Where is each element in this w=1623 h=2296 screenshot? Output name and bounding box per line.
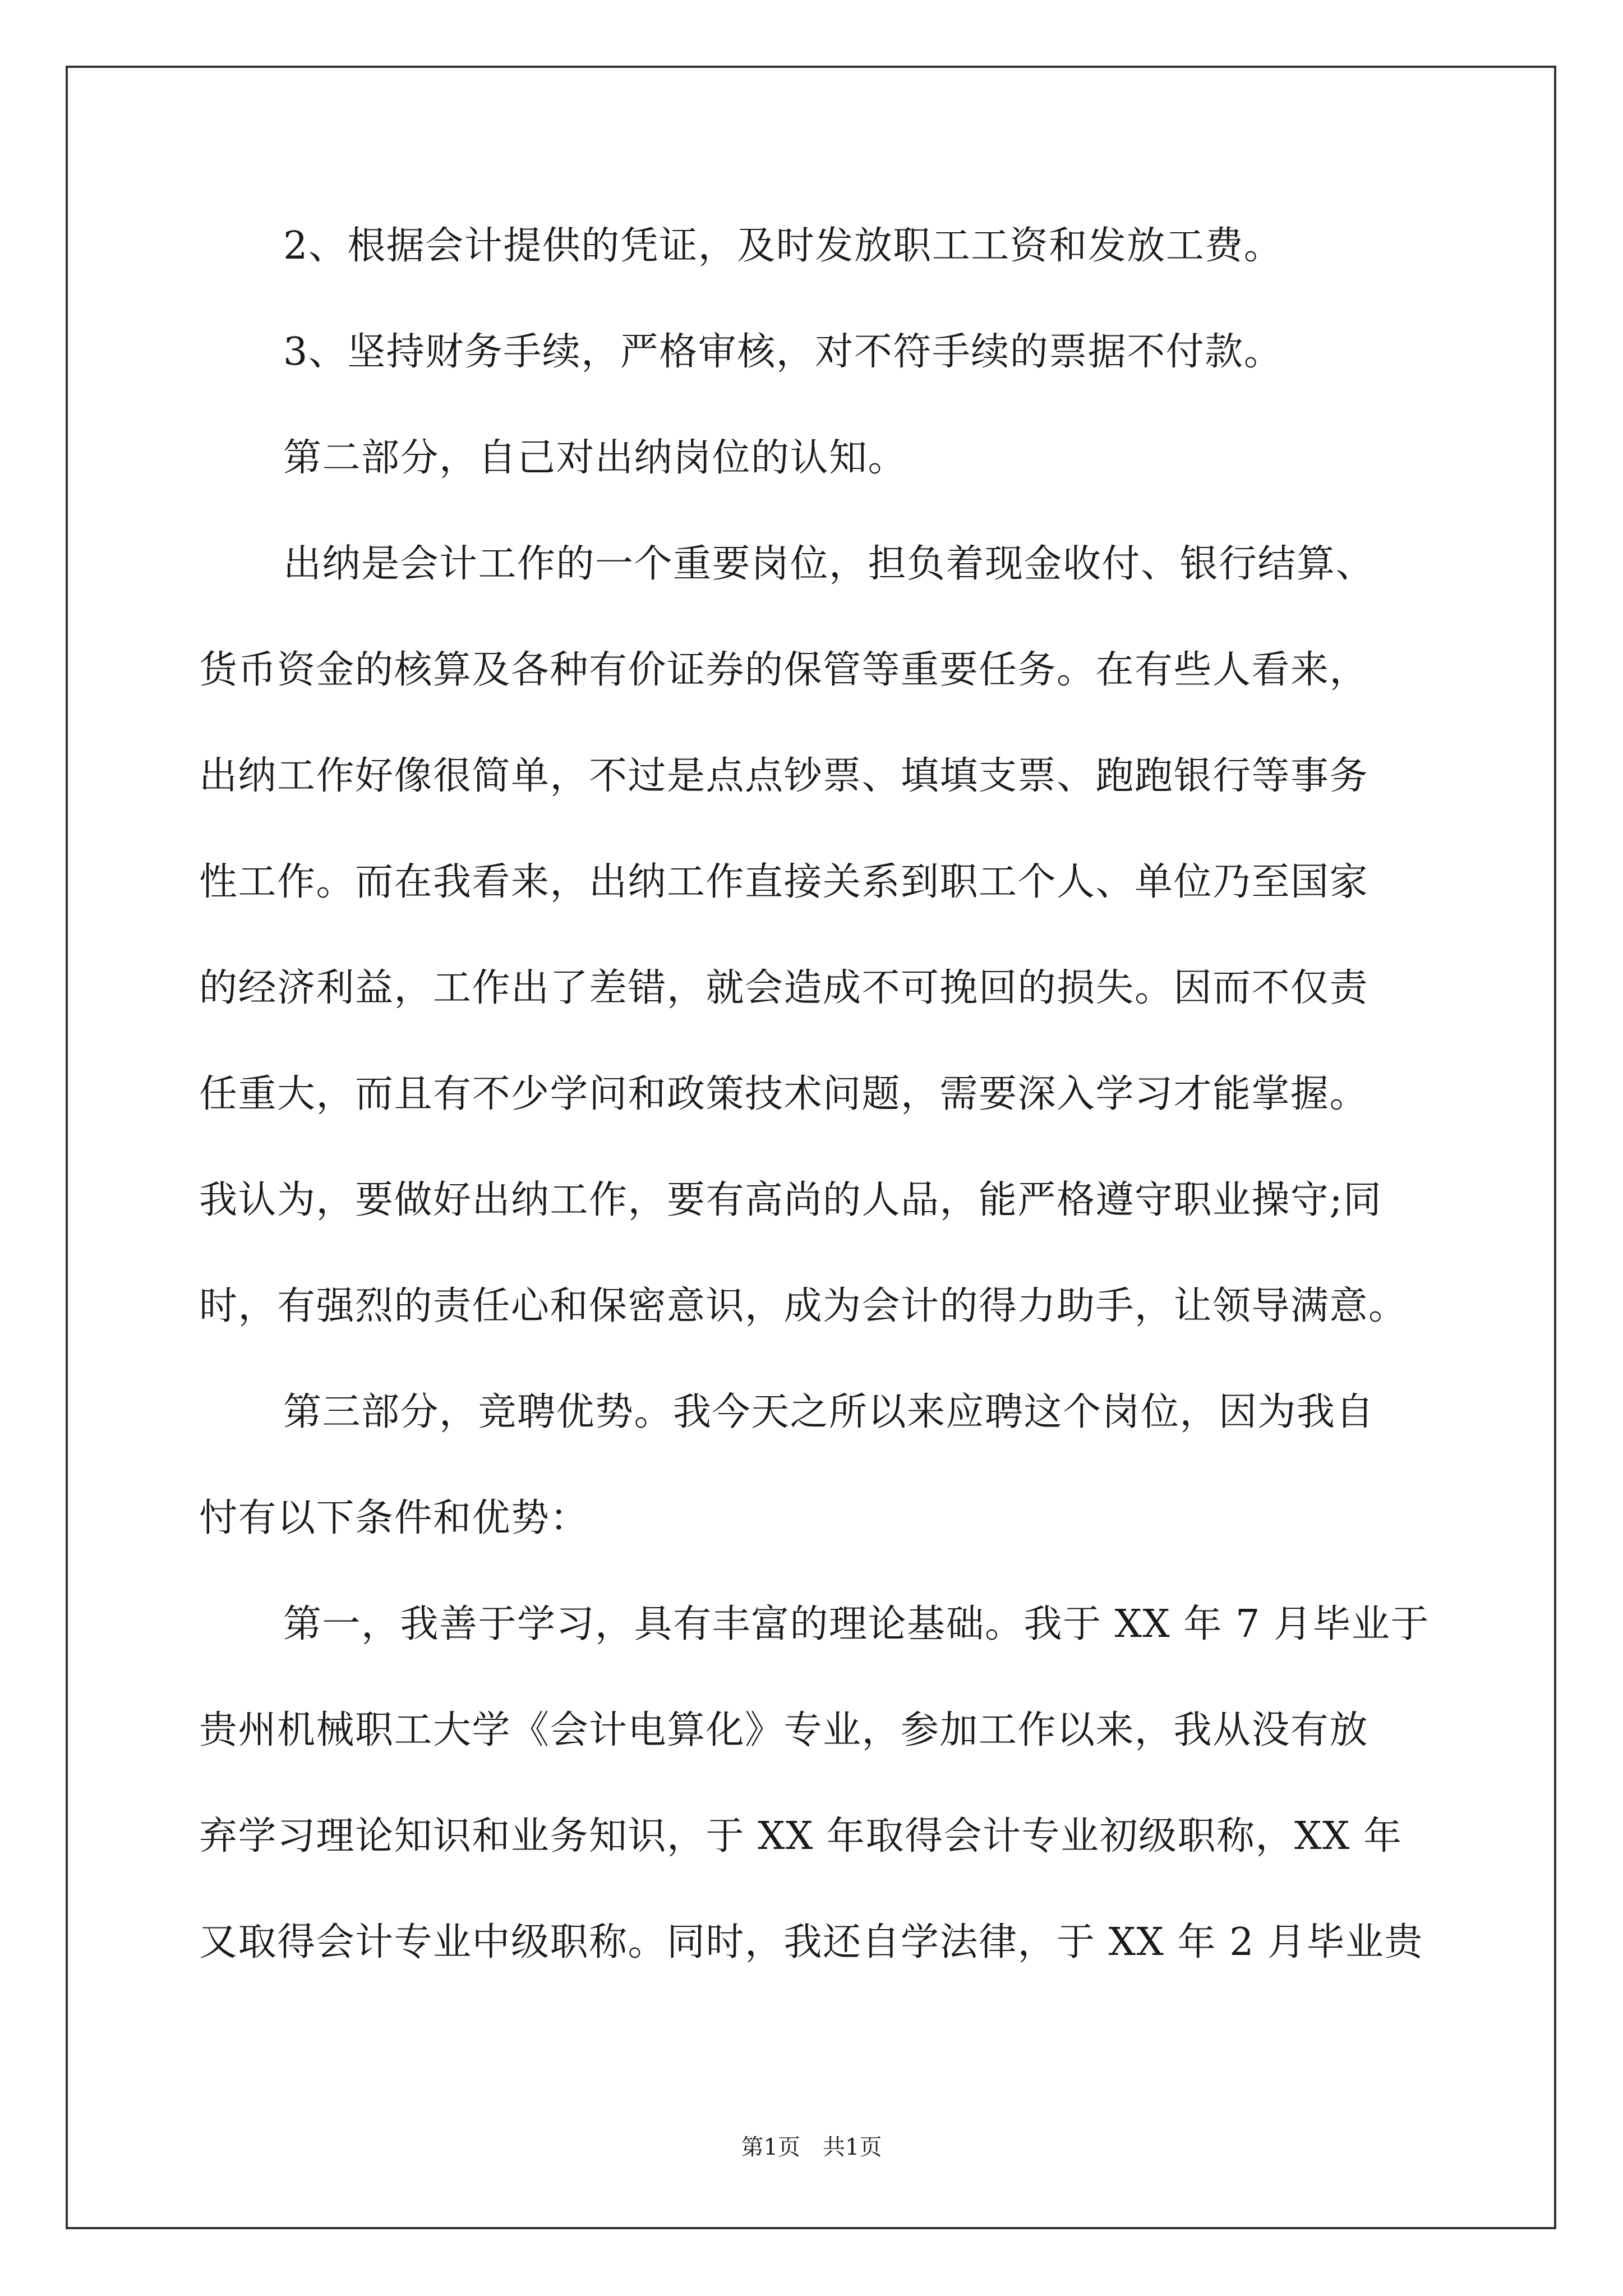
text-line: 性工作。而在我看来，出纳工作直接关系到职工个人、单位乃至国家 [199,860,1369,904]
text-line: 又取得会计专业中级职称。同时，我还自学法律，于 XX 年 2 月毕业贵 [199,1920,1424,1964]
text-line: 出纳工作好像很简单，不过是点点钞票、填填支票、跑跑银行等事务 [199,754,1369,798]
page-number-footer: 第1页 共1页 [741,2134,882,2160]
text-line: 任重大，而且有不少学问和政策技术问题，需要深入学习才能掌握。 [199,1072,1369,1116]
text-line: 第一，我善于学习，具有丰富的理论基础。我于 XX 年 7 月毕业于 [283,1602,1430,1646]
text-line: 第二部分，自己对出纳岗位的认知。 [283,436,907,480]
text-line: 出纳是会计工作的一个重要岗位，担负着现金收付、银行结算、 [283,542,1375,586]
text-line: 忖有以下条件和优势： [199,1496,589,1540]
page-border [66,66,1556,2229]
text-line: 时，有强烈的责任心和保密意识，成为会计的得力助手，让领导满意。 [199,1284,1408,1328]
text-line: 3、坚持财务手续，严格审核，对不符手续的票据不付款。 [283,330,1283,374]
text-line: 我认为，要做好出纳工作，要有高尚的人品，能严格遵守职业操守;同 [199,1178,1382,1222]
text-line: 的经济利益，工作出了差错，就会造成不可挽回的损失。因而不仅责 [199,966,1369,1010]
text-line: 2、根据会计提供的凭证，及时发放职工工资和发放工费。 [283,224,1283,268]
text-line: 贵州机械职工大学《会计电算化》专业，参加工作以来，我从没有放 [199,1708,1369,1752]
text-line: 弃学习理论知识和业务知识，于 XX 年取得会计专业初级职称，XX 年 [199,1814,1403,1858]
text-line: 第三部分，竞聘优势。我今天之所以来应聘这个岗位，因为我自 [283,1390,1375,1434]
text-line: 货币资金的核算及各种有价证券的保管等重要任务。在有些人看来， [199,648,1369,692]
